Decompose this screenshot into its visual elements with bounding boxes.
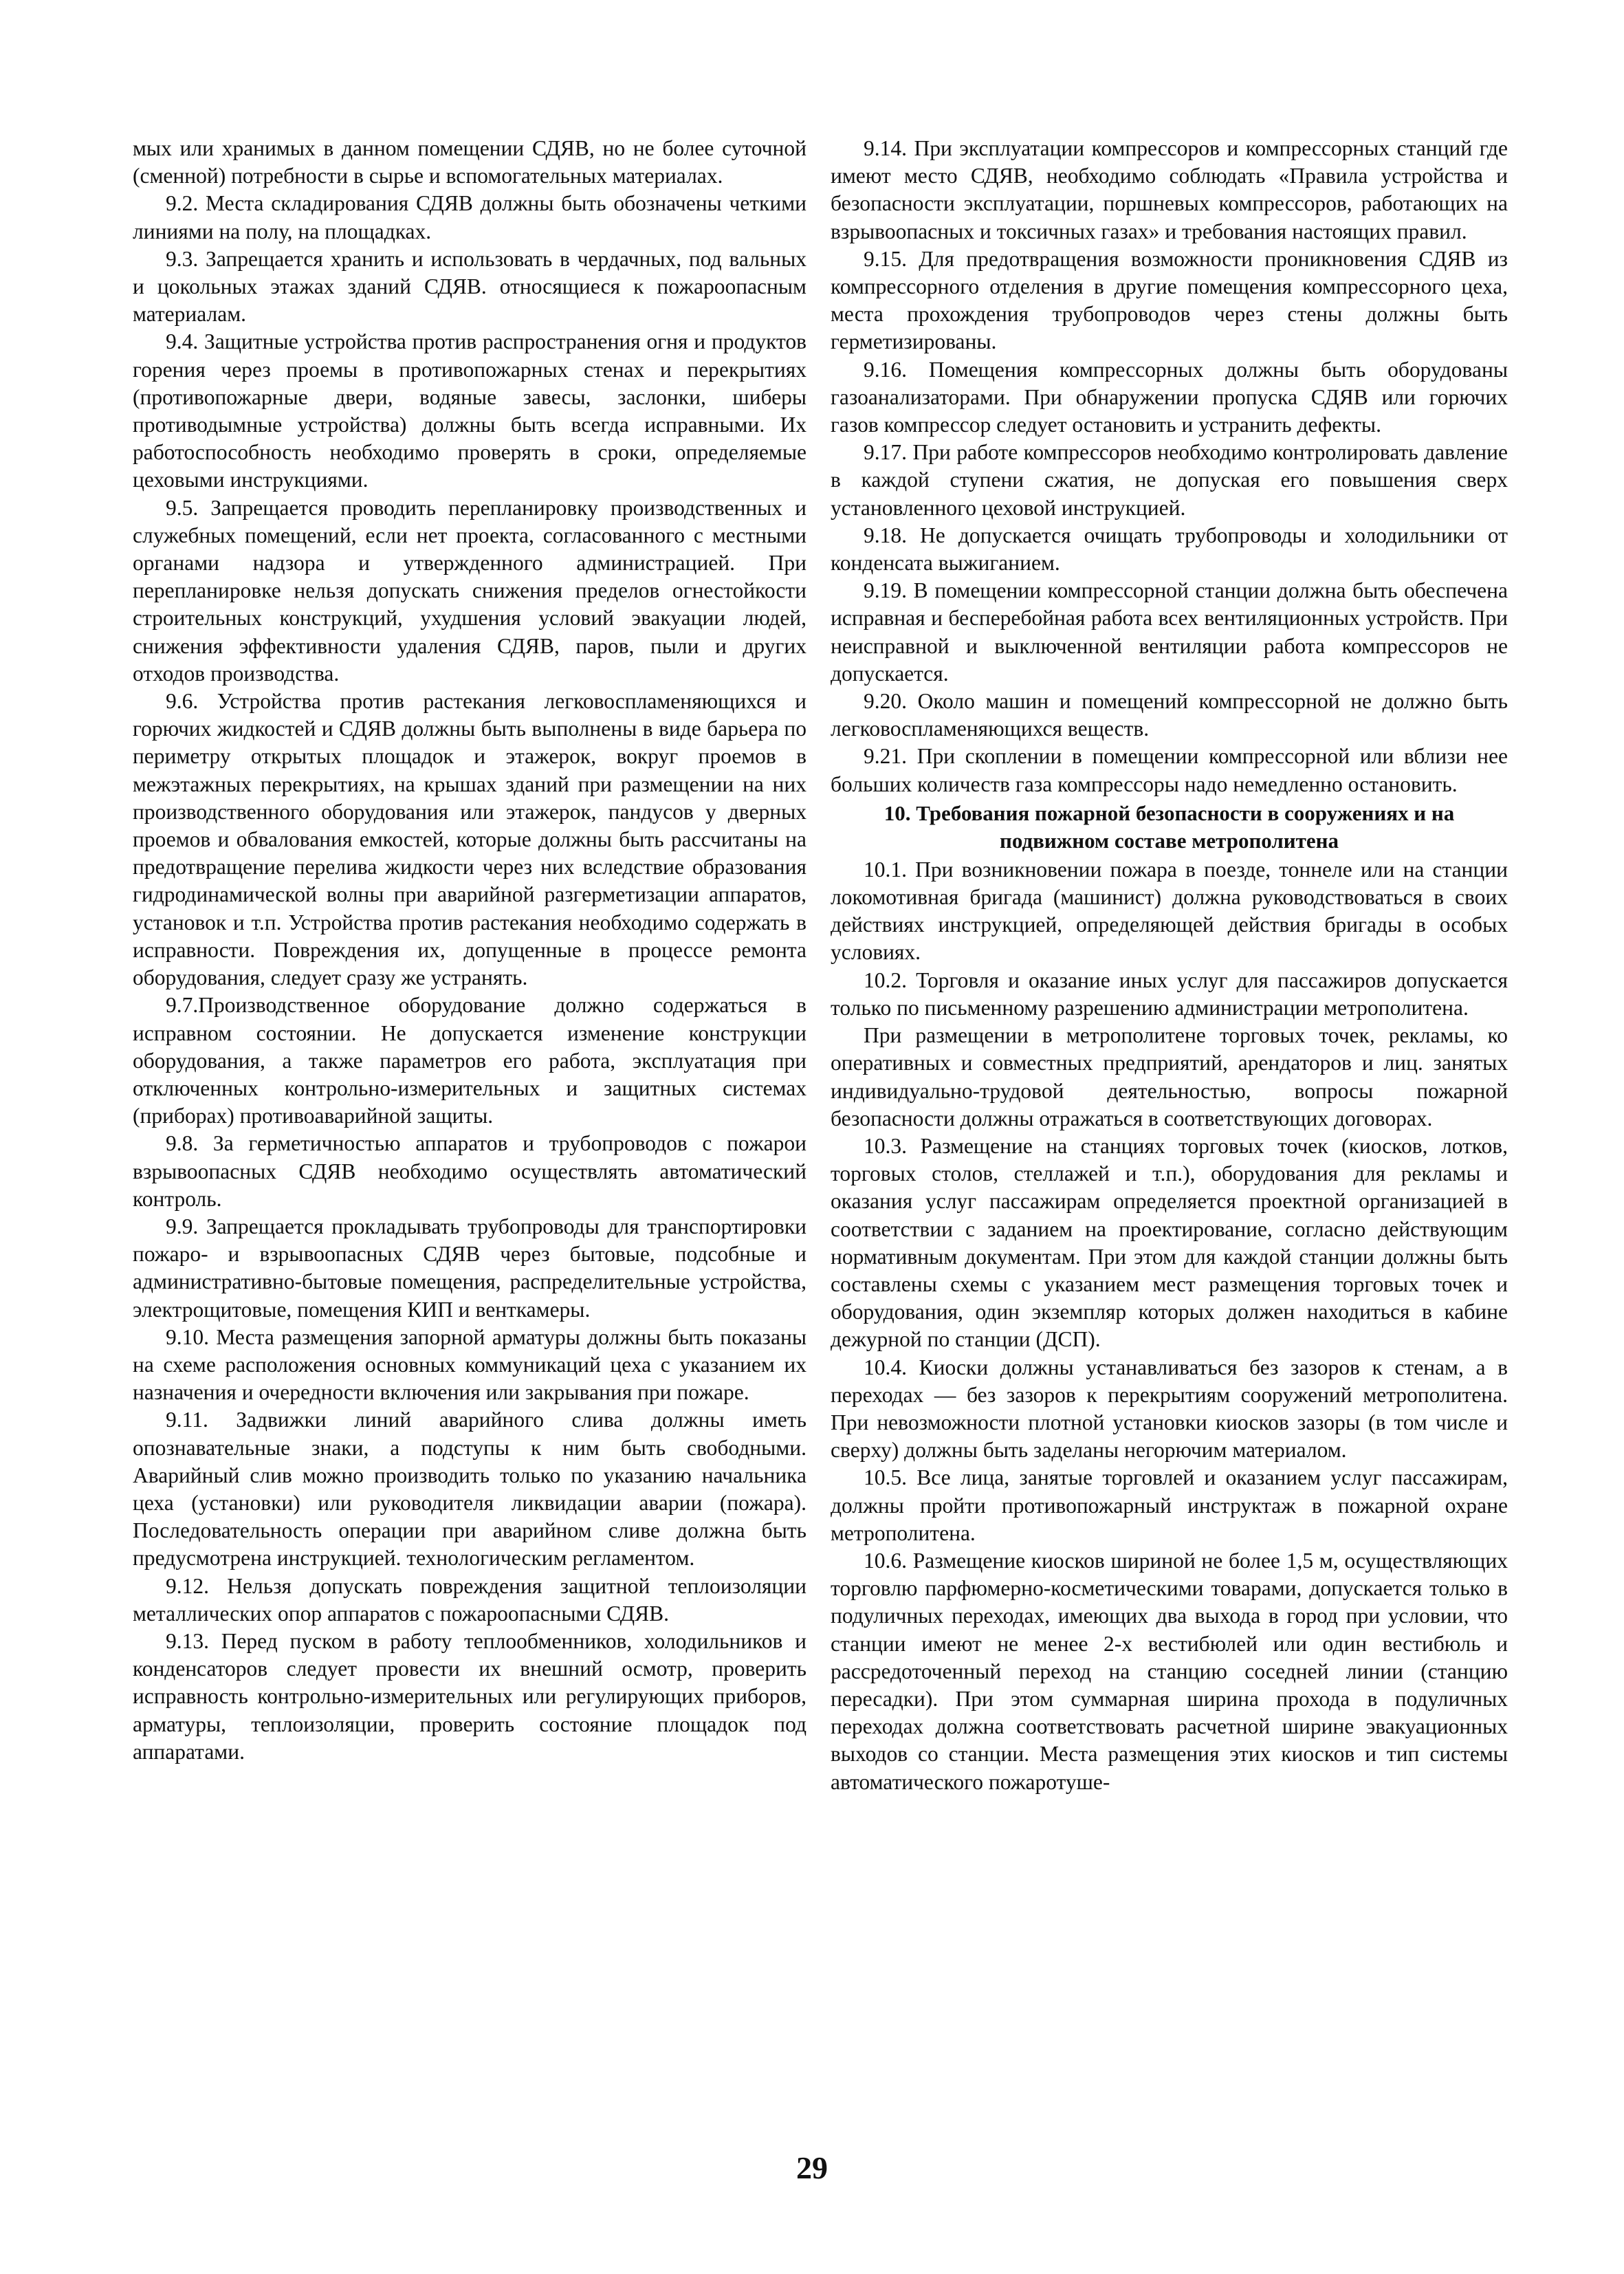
paragraph: 10.1. При возникновении пожара в поезде, тоннеле или на станции локомотивная бригада (машинист) должна руководствоваться в своих действиях инструкцией, определяющей действия бригады в особых условиях. <box>831 857 1508 965</box>
paragraph: 9.5. Запрещается проводить перепланировку производственных и служебных помещений, если нет проекта, согласованного с местными органами надзора и утвержденного администрацией. При перепланировке нельзя допускать снижения пределов огнестойкости строительных конструкций, ухудшения условий эвакуации людей, снижения эффективности удаления СДЯВ, паров, пыли и других отходов производства. <box>133 495 806 686</box>
paragraph: 9.2. Места складирования СДЯВ должны быть обозначены четкими линиями на полу, на площадках. <box>133 191 806 243</box>
paragraph: 9.18. Не допускается очищать трубопроводы и холодильники от конденсата выжиганием. <box>831 523 1508 576</box>
section-heading: 10. Требования пожарной безопасности в сооружениях и на подвижном составе метрополитена <box>884 800 1455 853</box>
paragraph: 10.4. Киоски должны устанавливаться без зазоров к стенам, а в переходах — без зазоров к перекрытиям сооружений метрополитена. При невозможности плотной установки киосков зазоры (в том числе и сверху) должны быть заделаны негорючим материалом. <box>831 1355 1508 1463</box>
left-column <box>133 135 806 1766</box>
paragraph: 9.8. За герметичностью аппаратов и трубопроводов с пожарои взрывоопасных СДЯВ необходимо осуществлять автоматический контроль. <box>133 1131 806 1211</box>
paragraph: 9.15. Для предотвращения возможности проникновения СДЯВ из компрессорного отделения в другие помещения компрессорного цеха, места прохождения трубопроводов через стены должны быть герметизированы. <box>831 246 1508 354</box>
page-number: 29 <box>796 2150 828 2185</box>
paragraph: 10.6. Размещение киосков шириной не более 1,5 м, осуществляющих торговлю парфюмерно-косметическими товарами, допускается только в подуличных переходах, имеющих два выхода в город при условии, что станции имеют не менее 2-х вестибюлей или один вестибюль и рассредоточенный переход на станцию соседней линии (станцию пересадки). При этом суммарная ширина прохода в подуличных переходах должна соответствовать расчетной ширине эвакуационных выходов со станции. Места размещения этих киосков и тип системы автоматического пожаротуше- <box>831 1548 1508 1794</box>
paragraph: 9.17. При работе компрессоров необходимо контролировать давление в каждой ступени сжатия, не допуская его повышения сверх установленного цеховой инструкцией. <box>831 440 1508 520</box>
paragraph: 9.13. Перед пуском в работу теплообменников, холодильников и конденсаторов следует провести их внешний осмотр, проверить исправность контрольно-измерительных или регулирующих приборов, арматуры, теплоизоляции, проверить состояние площадок под аппаратами. <box>133 1628 806 1764</box>
paragraph: 9.3. Запрещается хранить и использовать в чердачных, под вальных и цокольных этажах зданий СДЯВ. относящиеся к пожароопасным материалам. <box>133 246 806 327</box>
paragraph: 9.6. Устройства против растекания легковоспламеняющихся и горючих жидкостей и СДЯВ должны быть выполнены в виде барьера по периметру открытых площадок и этажерок, вокруг проемов в межэтажных перекрытиях, на крышах зданий при размещении на них производственного оборудования или этажерок, пандусов у дверных проемов и обвалования емкостей, которые должны быть рассчитаны на предотвращение перелива жидкости через них вследствие образования гидродинамической волны при аварийной разгерметизации аппаратов, установок и т.п. Устройства против растекания необходимо содержать в исправности. Повреждения их, допущенные в процессе ремонта оборудования, следует сразу же устранять. <box>133 689 806 990</box>
paragraph: 10.2. Торговля и оказание иных услуг для пассажиров допускается только по письменному разрешению администрации метрополитена. <box>831 967 1508 1020</box>
paragraph: 9.14. При эксплуатации компрессоров и компрессорных станций где имеют место СДЯВ, необходимо соблюдать «Правила устройства и безопасности эксплуатации, поршневых компрессоров, работающих на взрывоопасных и токсичных газах» и требования настоящих правил. <box>831 136 1508 243</box>
paragraph: 9.9. Запрещается прокладывать трубопроводы для транспортировки пожаро- и взрывоопасных СДЯВ через бытовые, подсобные и административно-бытовые помещения, распределительные устройства, электрощитовые, помещения КИП и венткамеры. <box>133 1214 806 1322</box>
paragraph: 9.4. Защитные устройства против распространения огня и продуктов горения через проемы в противопожарных стенах и перекрытиях (противопожарные двери, водяные завесы, заслонки, шиберы противодымные устройства) должны быть всегда исправными. Их работоспособность необходимо проверять в сроки, определяемые цеховыми инструкциями. <box>133 329 806 492</box>
paragraph: 9.10. Места размещения запорной арматуры должны быть показаны на схеме расположения основных коммуникаций цеха с указанием их назначения и очередности включения или закрывания при пожаре. <box>133 1324 806 1405</box>
paragraph: 9.7.Производственное оборудование должно содержаться в исправном состоянии. Не допускается изменение конструкции оборудования, а также параметров его работа, эксплуатация при отключенных контрольно-измерительных и защитных системах (приборах) противоаварийной защиты. <box>133 993 806 1128</box>
paragraph: 9.19. В помещении компрессорной станции должна быть обеспечена исправная и бесперебойная работа всех вентиляционных устройств. При неисправной и выключенной вентиляции работа компрессоров не допускается. <box>831 578 1508 686</box>
paragraph: 10.3. Размещение на станциях торговых точек (киосков, лотков, торговых столов, стеллажей и т.п.), оборудования для рекламы и оказания услуг пассажирам определяется проектной организацией в соответствии с заданием на проектирование, согласно действующим нормативным документам. При этом для каждой станции должны быть составлены схемы с указанием мест размещения торговых точек и оборудования, один экземпляр которых должен находиться в кабине дежурной по станции (ДСП). <box>831 1133 1508 1352</box>
paragraph: 9.21. При скоплении в помещении компрессорной или вблизи нее больших количеств газа компрессоры надо немедленно остановить. <box>831 744 1508 796</box>
right-column <box>831 135 1508 1796</box>
paragraph: 9.16. Помещения компрессорных должны быть оборудованы газоанализаторами. При обнаружении пропуска СДЯВ или горючих газов компрессор следует остановить и устранить дефекты. <box>831 357 1508 437</box>
paragraph: мых или хранимых в данном помещении СДЯВ, но не более суточной (сменной) потребности в сырье и вспомогательных материалах. <box>133 136 806 188</box>
paragraph: 10.5. Все лица, занятые торговлей и оказанием услуг пассажирам, должны пройти противопожарный инструктаж в пожарной охране метрополитена. <box>831 1465 1508 1545</box>
paragraph: 9.20. Около машин и помещений компрессорной не должно быть легковоспламеняющихся веществ. <box>831 689 1508 741</box>
paragraph: При размещении в метрополитене торговых точек, рекламы, ко оперативных и совместных предприятий, арендаторов и лиц. занятых индивидуально-трудовой деятельностью, вопросы пожарной безопасности должны отражаться в соответствующих договорах. <box>831 1023 1508 1130</box>
paragraph: 9.12. Нельзя допускать повреждения защитной теплоизоляции металлических опор аппаратов с пожароопасными СДЯВ. <box>133 1573 806 1626</box>
paragraph: 9.11. Задвижки линий аварийного слива должны иметь опознавательные знаки, а подступы к ним быть свободными. Аварийный слив можно производить только по указанию начальника цеха (установки) или руководителя ликвидации аварии (пожара). Последовательность операции при аварийном сливе должна быть предусмотрена инструкцией. технологическим регламентом. <box>133 1408 806 1571</box>
